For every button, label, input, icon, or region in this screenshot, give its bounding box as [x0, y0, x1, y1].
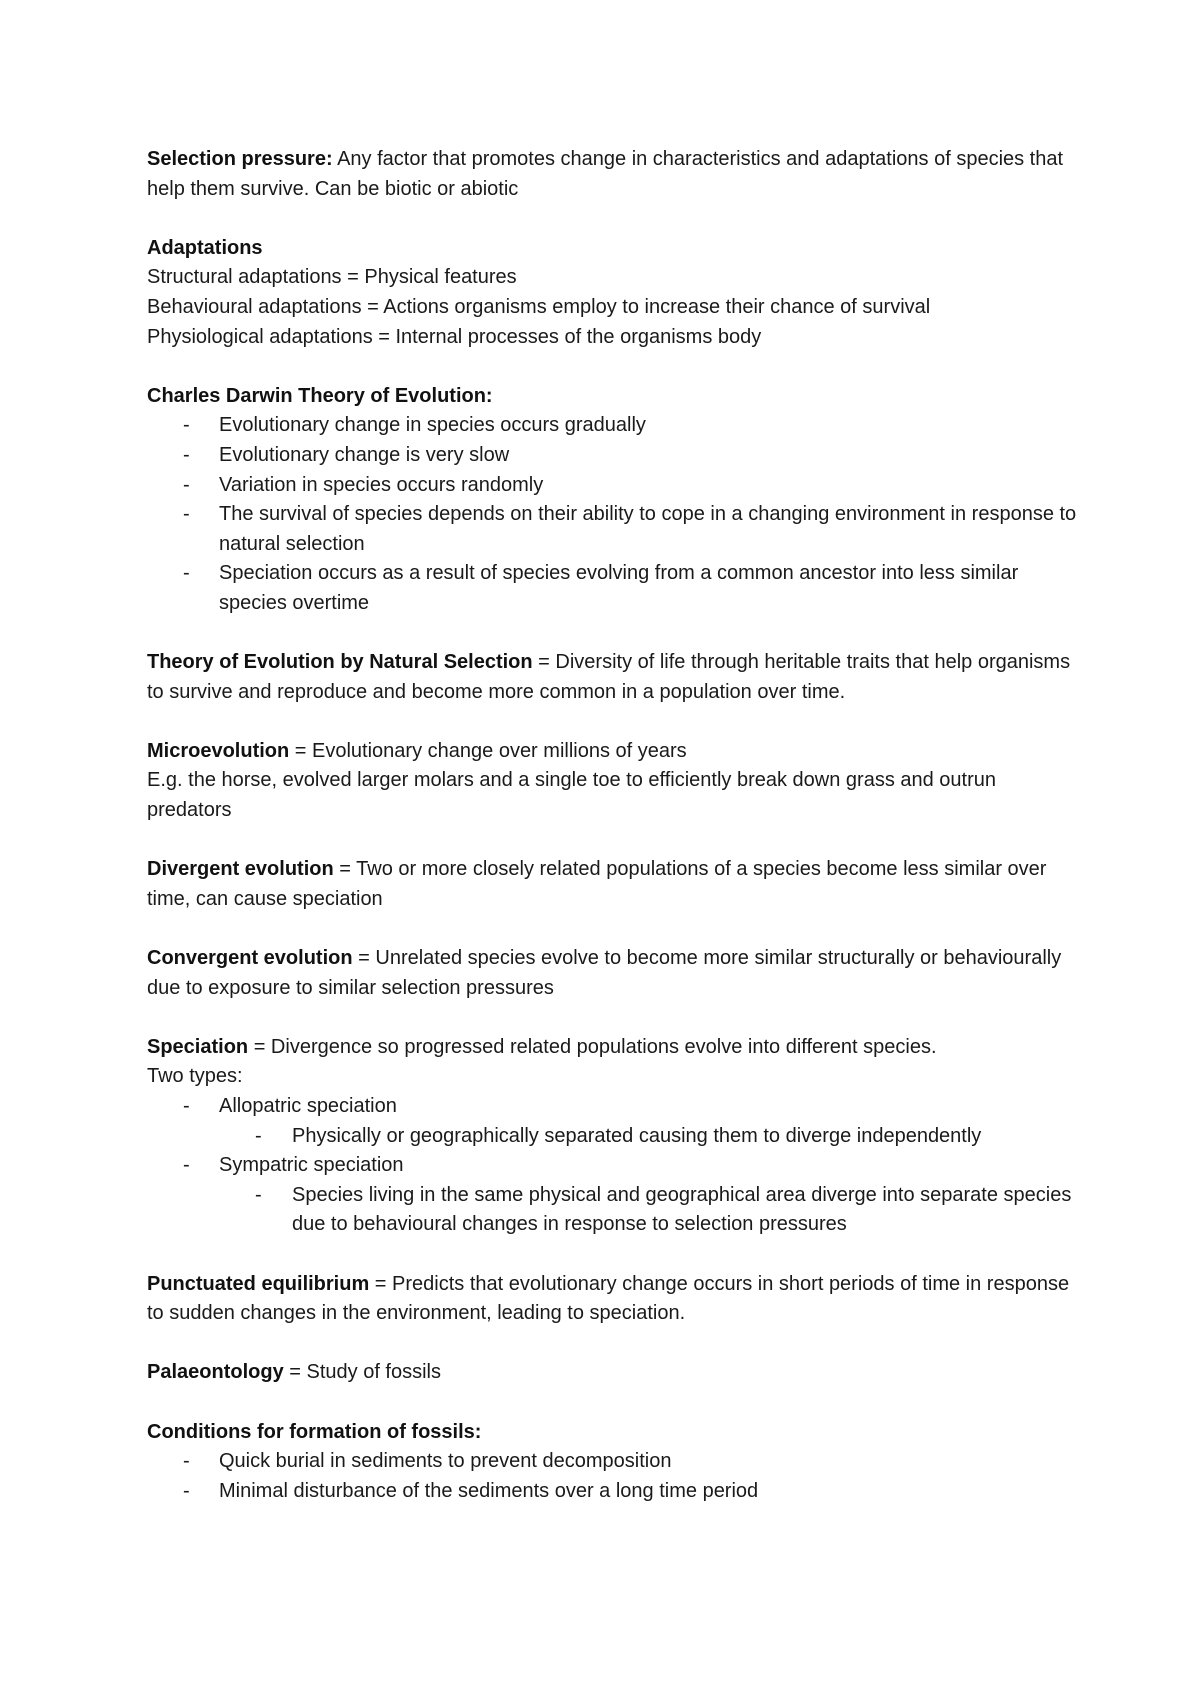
bullet-dash: - — [255, 1124, 262, 1147]
behavioural-adaptations-line: Behavioural adaptations = Actions organisms employ to increase their chance of survival — [147, 295, 931, 318]
palaeontology-text: = Study of fossils — [283, 1361, 441, 1384]
sub-list-item-text: Species living in the same physical and geographical area diverge into separate species due to behavioural changes in response to selection pressures — [292, 1183, 1072, 1236]
palaeontology-definition — [147, 1358, 1077, 1388]
list-item — [147, 1477, 1077, 1507]
natural-selection-text: = Diversity of life through heritable traits that help organisms to survive and reproduce and become more common in a population over time. — [147, 651, 1071, 703]
selection-pressure-definition — [147, 145, 1077, 204]
darwin-heading — [147, 382, 1077, 412]
selection-pressure-text: Any factor that promotes change in characteristics and adaptations of species that help them survive. Can be biotic or abiotic — [147, 148, 1064, 200]
punctuated-equilibrium-text: = Predicts that evolutionary change occurs in short periods of time in response to sudden changes in the environment, leading to speciation. — [147, 1272, 1070, 1325]
list-item-text: Variation in species occurs randomly — [219, 473, 544, 496]
list-item-text: Quick burial in sediments to prevent decomposition — [219, 1450, 672, 1473]
natural-selection-term: Theory of Evolution by Natural Selection — [147, 651, 533, 674]
bullet-dash: - — [183, 473, 190, 496]
adaptations-heading — [147, 234, 1077, 264]
natural-selection-definition — [147, 648, 1077, 707]
list-item-text: Evolutionary change in species occurs gradually — [219, 414, 646, 437]
fossils-heading-text: Conditions for formation of fossils: — [147, 1420, 482, 1443]
bullet-dash: - — [255, 1183, 262, 1206]
speciation-definition — [147, 1033, 1077, 1063]
convergent-evolution-text: = Unrelated species evolve to become more similar structurally or behaviourally due to exposure to similar selection pressures — [147, 947, 1062, 999]
bullet-dash: - — [183, 562, 190, 585]
convergent-evolution-definition — [147, 944, 1077, 1003]
speciation-term: Speciation — [147, 1035, 249, 1058]
adaptations-heading-text: Adaptations — [147, 236, 263, 259]
divergent-evolution-text: = Two or more closely related populations of a species become less similar over time, can cause speciation — [147, 858, 1047, 910]
bullet-dash: - — [183, 1095, 190, 1117]
divergent-evolution-definition — [147, 855, 1077, 914]
microevolution-definition — [147, 737, 1077, 767]
bullet-dash: - — [183, 503, 190, 526]
bullet-dash: - — [183, 1450, 190, 1473]
list-item — [147, 411, 1077, 441]
structural-adaptations-line: Structural adaptations = Physical features — [147, 266, 517, 289]
fossils-heading — [147, 1418, 1077, 1448]
speciation-types-label: Two types: — [147, 1065, 243, 1088]
list-item-text: Evolutionary change is very slow — [219, 443, 510, 466]
speciation-text: = Divergence so progressed related populations evolve into different species. — [248, 1035, 937, 1058]
list-item-text: The survival of species depends on their ability to cope in a changing environment in response to natural selection — [219, 503, 1077, 555]
divergent-evolution-term: Divergent evolution — [147, 858, 334, 881]
microevolution-text: = Evolutionary change over millions of years — [289, 739, 687, 762]
punctuated-equilibrium-term: Punctuated equilibrium — [147, 1272, 370, 1295]
bullet-dash: - — [183, 414, 190, 437]
list-item — [147, 1151, 1077, 1181]
selection-pressure-term: Selection pressure: — [147, 148, 333, 170]
list-item — [147, 500, 1077, 559]
list-item — [147, 471, 1077, 501]
microevolution-example: E.g. the horse, evolved larger molars and a single toe to efficiently break down grass and outrun predators — [147, 769, 997, 822]
bullet-dash: - — [183, 1479, 190, 1502]
list-item-text: Allopatric speciation — [219, 1095, 397, 1117]
list-item-text: Speciation occurs as a result of species evolving from a common ancestor into less similar species overtime — [219, 562, 1019, 614]
bullet-dash: - — [183, 443, 190, 466]
punctuated-equilibrium-definition — [147, 1270, 1077, 1329]
list-item-text: Sympatric speciation — [219, 1154, 404, 1177]
convergent-evolution-term: Convergent evolution — [147, 947, 353, 970]
sub-list-item — [147, 1122, 1077, 1152]
microevolution-term: Microevolution — [147, 739, 290, 762]
list-item — [147, 559, 1077, 618]
palaeontology-term: Palaeontology — [147, 1361, 284, 1384]
darwin-heading-text: Charles Darwin Theory of Evolution: — [147, 384, 493, 407]
list-item — [147, 1447, 1077, 1477]
document-body — [147, 145, 1077, 1506]
bullet-dash: - — [183, 1154, 190, 1177]
list-item — [147, 441, 1077, 471]
sub-list-item — [147, 1181, 1077, 1240]
list-item — [147, 1092, 1077, 1122]
physiological-adaptations-line: Physiological adaptations = Internal processes of the organisms body — [147, 325, 762, 348]
sub-list-item-text: Physically or geographically separated causing them to diverge independently — [292, 1124, 982, 1147]
list-item-text: Minimal disturbance of the sediments over a long time period — [219, 1479, 759, 1502]
